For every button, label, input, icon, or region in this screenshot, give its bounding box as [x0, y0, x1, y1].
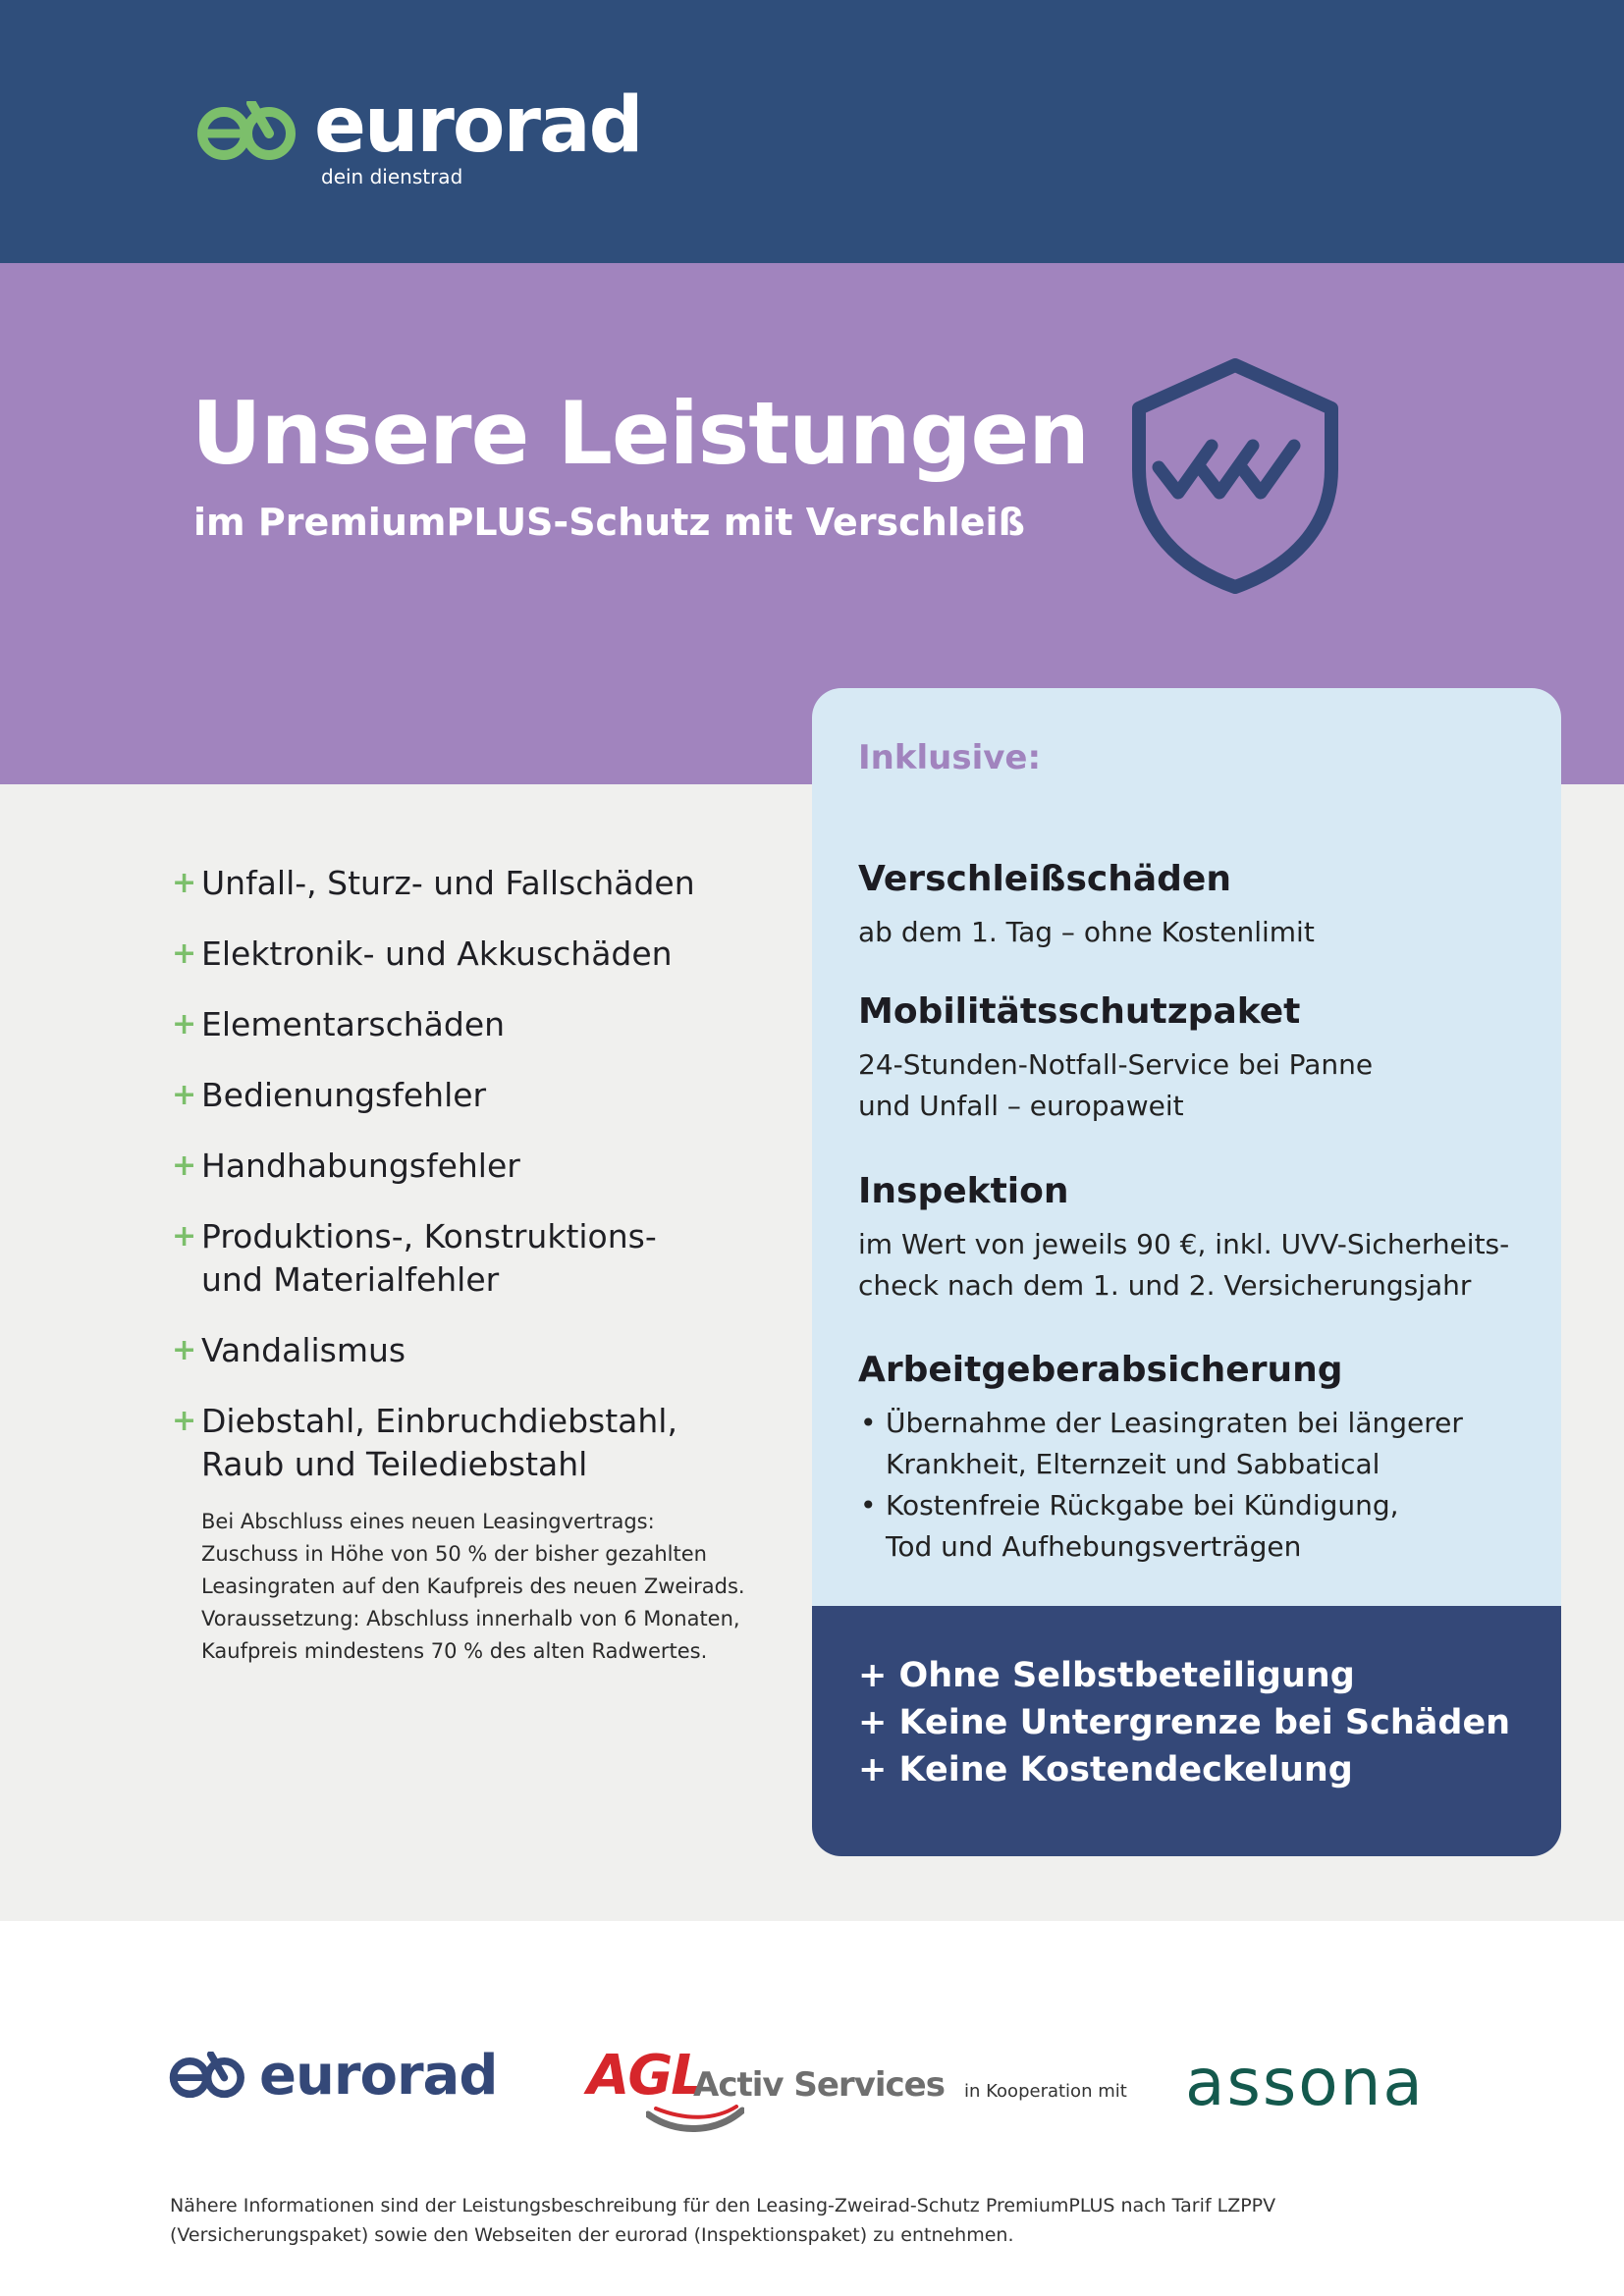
- section-title: Mobilitätsschutzpaket: [858, 991, 1301, 1032]
- coverage-item-text: Raub und Teilediebstahl: [201, 1445, 588, 1483]
- assona-logo: assona: [1185, 2045, 1425, 2120]
- coverage-item: [172, 1003, 800, 1046]
- perk-item: + Keine Kostendeckelung: [858, 1750, 1353, 1789]
- section-employer: [858, 1348, 1526, 1568]
- perks-list: [858, 1652, 1510, 1793]
- footer-note-line: Nähere Informationen sind der Leistungsbeschreibung für den Leasing-Zweirad-Schutz PremiumPLUS nach Tarif LZPPV: [170, 2195, 1276, 2216]
- agl-wordmark: AGL: [587, 2044, 704, 2108]
- bullet-dot-icon: •: [860, 1407, 877, 1439]
- bullet-item: [858, 1403, 1526, 1485]
- coverage-item: [172, 862, 800, 905]
- footer-note-line: (Versicherungspaket) sowie den Webseiten der eurorad (Inspektionspaket) zu entnehmen.: [170, 2224, 1014, 2246]
- coverage-list: [172, 862, 800, 1668]
- footnote-line: Leasingraten auf den Kaufpreis des neuen Zweirads.: [201, 1575, 745, 1598]
- plus-icon: +: [172, 866, 197, 900]
- coverage-item-text: Vandalismus: [201, 1331, 406, 1369]
- agl-logo: [587, 2044, 945, 2142]
- footer-eurorad-word: eurorad: [259, 2044, 498, 2108]
- agl-swoosh-icon: [646, 2105, 744, 2134]
- coverage-item-text: Handhabungsfehler: [201, 1147, 520, 1185]
- coverage-item: [172, 1145, 800, 1188]
- section-title: Verschleißschäden: [858, 859, 1231, 899]
- page-title: Unsere Leistungen: [191, 383, 1089, 484]
- employer-bullets: [858, 1403, 1526, 1568]
- bullet-dot-icon: •: [860, 1489, 877, 1522]
- section-mobility: [858, 989, 1526, 1127]
- bullet-text: Tod und Aufhebungsverträgen: [886, 1530, 1302, 1563]
- coverage-item-text: Diebstahl, Einbruchdiebstahl,: [201, 1402, 677, 1440]
- eurorad-mark-icon: [196, 101, 299, 162]
- bullet-item: [858, 1485, 1526, 1568]
- plus-icon: +: [172, 1148, 197, 1183]
- coverage-item: [172, 1329, 800, 1372]
- plus-icon: +: [172, 1219, 197, 1254]
- coverage-item: [172, 1215, 800, 1302]
- footnote-line: Bei Abschluss eines neuen Leasingvertrags:: [201, 1510, 655, 1533]
- bullet-text: Kostenfreie Rückgabe bei Kündigung,: [886, 1489, 1399, 1522]
- coverage-footnote: [201, 1506, 800, 1668]
- section-title: Arbeitgeberabsicherung: [858, 1350, 1343, 1390]
- plus-icon: +: [172, 1404, 197, 1438]
- agl-subtitle: Activ Services: [693, 2065, 945, 2105]
- plus-icon: +: [172, 1007, 197, 1041]
- coverage-item-text: Unfall-, Sturz- und Fallschäden: [201, 864, 695, 902]
- footer-eurorad-logo: [169, 2044, 498, 2108]
- plus-icon: +: [172, 936, 197, 971]
- shield-check-icon: [1127, 355, 1343, 597]
- footnote-line: Kaufpreis mindestens 70 % des alten Radwertes.: [201, 1639, 708, 1663]
- bullet-text: Übernahme der Leasingraten bei längerer: [886, 1407, 1463, 1439]
- perk-item: + Keine Untergrenze bei Schäden: [858, 1703, 1511, 1742]
- footnote-line: Zuschuss in Höhe von 50 % der bisher gezahlten: [201, 1542, 707, 1566]
- cooperation-label: in Kooperation mit: [964, 2081, 1127, 2102]
- coverage-item-text: und Materialfehler: [201, 1260, 500, 1299]
- footnote-line: Voraussetzung: Abschluss innerhalb von 6 Monaten,: [201, 1607, 740, 1630]
- footer-note: [170, 2191, 1446, 2250]
- bullet-text: Krankheit, Elternzeit und Sabbatical: [886, 1448, 1380, 1480]
- section-text: im Wert von jeweils 90 €, inkl. UVV-Sicherheits-: [858, 1228, 1510, 1260]
- page-subtitle: im PremiumPLUS-Schutz mit Verschleiß: [193, 501, 1025, 544]
- eurorad-mark-icon: [169, 2052, 247, 2101]
- coverage-item-text: Bedienungsfehler: [201, 1076, 487, 1114]
- coverage-item-text: Elektronik- und Akkuschäden: [201, 934, 673, 973]
- section-text: check nach dem 1. und 2. Versicherungsjahr: [858, 1269, 1472, 1302]
- coverage-item-text: Produktions-, Konstruktions-: [201, 1217, 657, 1255]
- brand-name: eurorad: [314, 81, 642, 170]
- section-title: Inspektion: [858, 1171, 1069, 1211]
- perk-item: + Ohne Selbstbeteiligung: [858, 1656, 1355, 1695]
- brand-tagline: dein dienstrad: [321, 165, 463, 188]
- inclusive-heading: Inklusive:: [858, 738, 1042, 777]
- coverage-item: [172, 933, 800, 976]
- section-text: ab dem 1. Tag – ohne Kostenlimit: [858, 916, 1315, 948]
- plus-icon: +: [172, 1333, 197, 1367]
- coverage-item: [172, 1400, 800, 1486]
- coverage-item-text: Elementarschäden: [201, 1005, 506, 1043]
- coverage-item: [172, 1074, 800, 1117]
- section-inspection: [858, 1169, 1526, 1307]
- section-wear-damage: [858, 857, 1526, 953]
- section-text: 24-Stunden-Notfall-Service bei Panne: [858, 1048, 1374, 1081]
- section-text: und Unfall – europaweit: [858, 1090, 1184, 1122]
- plus-icon: +: [172, 1078, 197, 1112]
